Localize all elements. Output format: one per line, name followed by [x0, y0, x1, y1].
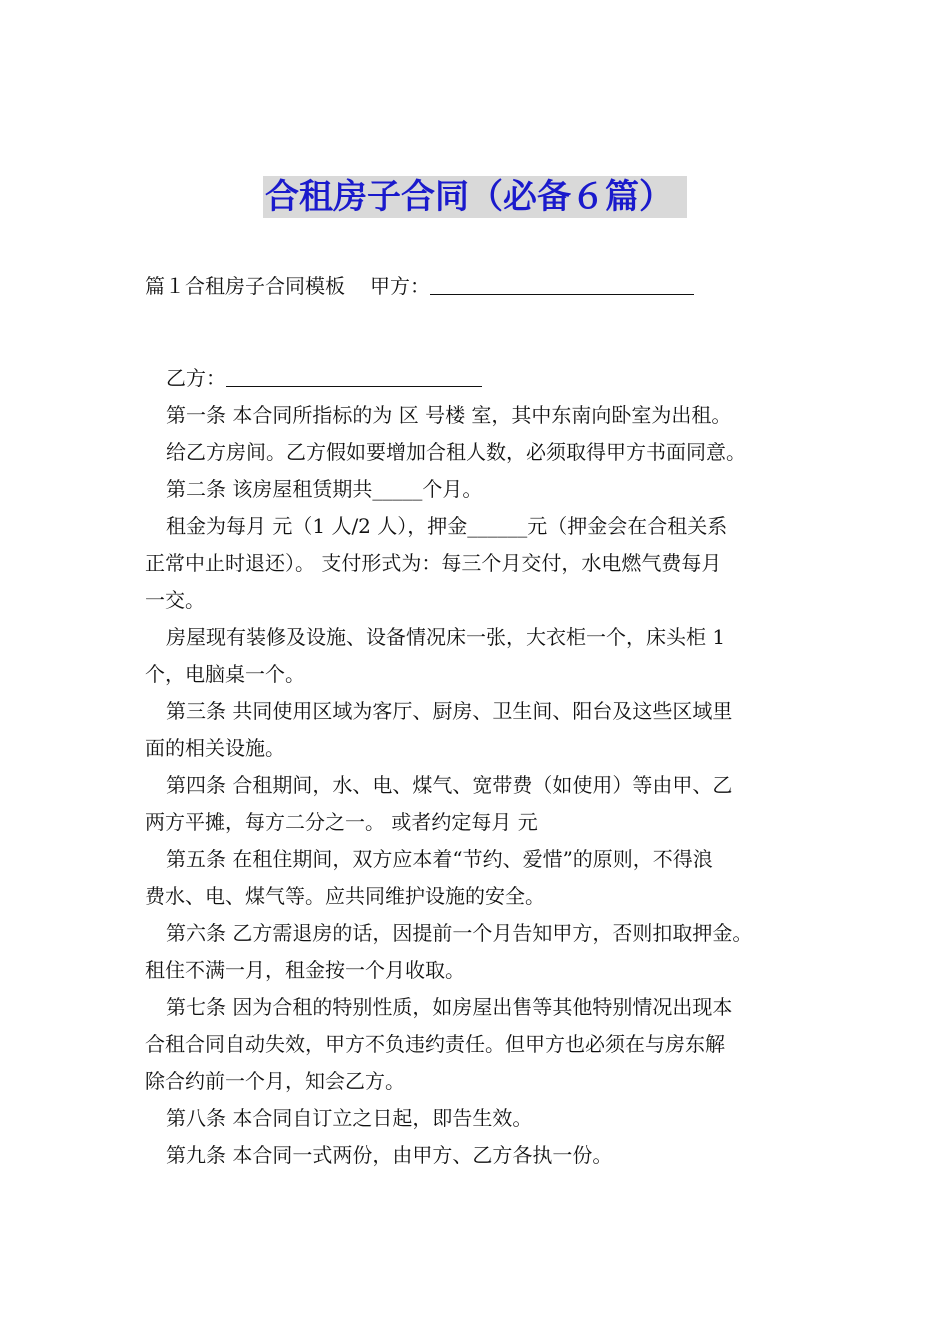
party-b-blank — [226, 368, 482, 387]
paragraph-line: 第一条 本合同所指标的为 区 号楼 室，其中东南向卧室为出租。 — [166, 403, 732, 427]
paragraph-line: 第五条 在租住期间，双方应本着“节约、爱惜”的原则，不得浪 — [166, 847, 713, 871]
paragraph-line: 一交。 — [145, 588, 205, 612]
paragraph-line: 除合约前一个月，知会乙方。 — [145, 1069, 405, 1093]
paragraph-line: 合租合同自动失效，甲方不负违约责任。但甲方也必须在与房东解 — [145, 1032, 725, 1056]
party-a-label: 甲方： — [370, 274, 430, 298]
party-a-blank — [430, 276, 694, 295]
paragraph-line: 正常中止时退还）。 支付形式为：每三个月交付，水电燃气费每月 — [145, 551, 722, 575]
paragraph-line: 租金为每月 元（1 人/2 人），押金______元（押金会在合租关系 — [166, 514, 728, 538]
paragraph-line: 第三条 共同使用区域为客厅、厨房、卫生间、阳台及这些区域里 — [166, 699, 733, 723]
paragraph-line: 第二条 该房屋租赁期共_____个月。 — [166, 477, 483, 501]
title-container — [0, 176, 950, 218]
paragraph-line: 第四条 合租期间，水、电、煤气、宽带费（如使用）等由甲、乙 — [166, 773, 733, 797]
party-b-line — [145, 360, 815, 397]
paragraph-line: 第八条 本合同自订立之日起，即告生效。 — [166, 1106, 533, 1130]
document-body — [145, 268, 815, 1174]
party-b-label: 乙方： — [166, 366, 226, 390]
section-heading: 篇１合租房子合同模板 — [145, 274, 345, 298]
document-title: 合租房子合同（必备６篇） — [263, 176, 687, 218]
paragraph-line: 租住不满一月，租金按一个月收取。 — [145, 958, 465, 982]
paragraph-line: 给乙方房间。乙方假如要增加合租人数，必须取得甲方书面同意。 — [166, 440, 746, 464]
paragraph-line: 第六条 乙方需退房的话，因提前一个月告知甲方，否则扣取押金。 — [166, 921, 753, 945]
paragraph-line: 两方平摊，每方二分之一。 或者约定每月 元 — [145, 810, 538, 834]
paragraph-line: 第七条 因为合租的特别性质，如房屋出售等其他特别情况出现本 — [166, 995, 733, 1019]
heading-line — [145, 268, 815, 305]
paragraph-line: 第九条 本合同一式两份，由甲方、乙方各执一份。 — [166, 1143, 613, 1167]
paragraph-line: 面的相关设施。 — [145, 736, 285, 760]
paragraph-line: 个，电脑桌一个。 — [145, 662, 305, 686]
paragraph-line: 费水、电、煤气等。应共同维护设施的安全。 — [145, 884, 545, 908]
paragraph-line: 房屋现有装修及设施、设备情况床一张，大衣柜一个，床头柜 1 — [166, 625, 726, 649]
